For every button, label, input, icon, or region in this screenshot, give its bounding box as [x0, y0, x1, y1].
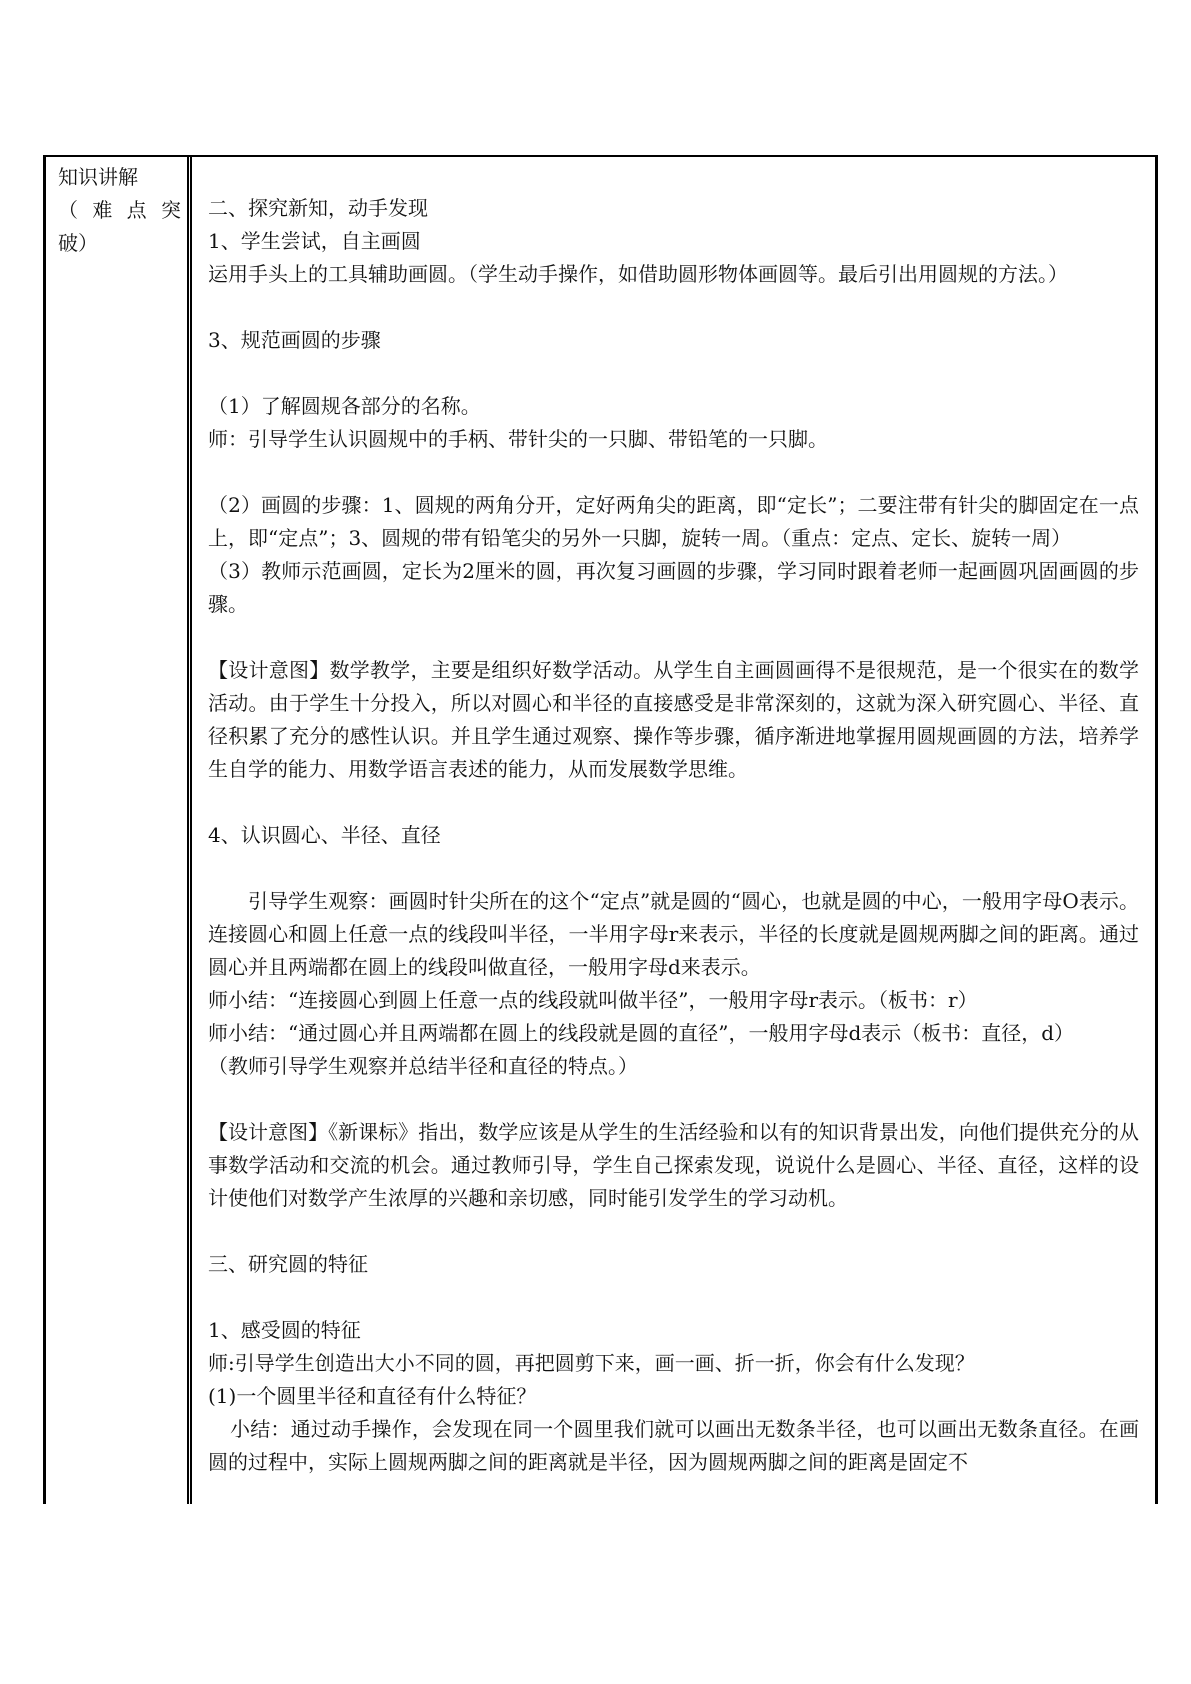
paragraph: 运用手头上的工具辅助画圆。（学生动手操作，如借助圆形物体画圆等。最后引出用圆规的方法。） [208, 262, 1068, 286]
design-intent-paragraph: 【设计意图】《新课标》指出，数学应该是从学生的生活经验和以有的知识背景出发，向他们提供充分的从事数学活动和交流的机会。通过教师引导，学生自己探索发现，说说什么是圆心、半径、直径，这样的设计使他们对数学产生浓厚的兴趣和亲切感，同时能引发学生的学习动机。 [208, 1120, 1139, 1210]
paragraph: 小结：通过动手操作，会发现在同一个圆里我们就可以画出无数条半径，也可以画出无数条直径。在画圆的过程中，实际上圆规两脚之间的距离就是半径，因为圆规两脚之间的距离是固定不 [208, 1417, 1139, 1474]
section-label-cell [46, 157, 192, 1504]
paragraph: （2）画圆的步骤：1、圆规的两角分开，定好两角尖的距离，即“定长”；二要注带有针尖的脚固定在一点上，即“定点”；3、圆规的带有铅笔尖的另外一只脚，旋转一周。（重点：定点、定长、旋转一周） [208, 493, 1139, 550]
section-label-char: 突 [160, 198, 181, 222]
section-label-char: 点 [126, 198, 147, 222]
paragraph: 师：引导学生认识圆规中的手柄、带针尖的一只脚、带铅笔的一只脚。 [208, 427, 828, 451]
section-label-line3: 破） [58, 231, 98, 255]
paragraph: （教师引导学生观察并总结半径和直径的特点。） [208, 1054, 638, 1078]
lesson-table [43, 155, 1158, 1504]
section-heading: 三、研究圆的特征 [208, 1252, 368, 1276]
subsection-heading: 1、学生尝试，自主画圆 [208, 229, 421, 253]
paragraph: 师:引导学生创造出大小不同的圆，再把圆剪下来，画一画、折一折，你会有什么发现？ [208, 1351, 975, 1375]
paragraph: （3）教师示范画圆，定长为2厘米的圆，再次复习画圆的步骤，学习同时跟着老师一起画圆巩固画圆的步骤。 [208, 559, 1139, 616]
section-label-char: （ [58, 198, 78, 222]
subsection-heading: 1、感受圆的特征 [208, 1318, 361, 1342]
lesson-content [208, 192, 1155, 1479]
subsection-heading: 3、规范画圆的步骤 [208, 328, 381, 352]
section-heading: 二、探究新知，动手发现 [208, 196, 428, 220]
design-intent-paragraph: 【设计意图】数学教学，主要是组织好数学活动。从学生自主画圆画得不是很规范，是一个很实在的数学活动。由于学生十分投入，所以对圆心和半径的直接感受是非常深刻的，这就为深入研究圆心、半径、直径积累了充分的感性认识。并且学生通过观察、操作等步骤，循序渐进地掌握用圆规画圆的方法，培养学生自学的能力、用数学语言表述的能力，从而发展数学思维。 [208, 658, 1139, 781]
lesson-content-cell [208, 157, 1155, 1504]
paragraph: (1)一个圆里半径和直径有什么特征？ [208, 1384, 537, 1408]
subsection-heading: 4、认识圆心、半径、直径 [208, 823, 441, 847]
paragraph: 师小结：“通过圆心并且两端都在圆上的线段就是圆的直径”，一般用字母d表示（板书：直径，d） [208, 1021, 1075, 1045]
paragraph: 引导学生观察：画圆时针尖所在的这个“定点”就是圆的“圆心，也就是圆的中心，一般用字母O表示。连接圆心和圆上任意一点的线段叫半径，一半用字母r来表示，半径的长度就是圆规两脚之间的距离。通过圆心并且两端都在圆上的线段叫做直径，一般用字母d来表示。 [208, 889, 1139, 979]
paragraph: （1）了解圆规各部分的名称。 [208, 394, 481, 418]
paragraph: 师小结：“连接圆心到圆上任意一点的线段就叫做半径”，一般用字母r表示。（板书：r） [208, 988, 978, 1012]
section-label-line1: 知识讲解 [58, 165, 138, 189]
section-label-char: 难 [92, 198, 113, 222]
section-label-line2 [58, 194, 181, 227]
